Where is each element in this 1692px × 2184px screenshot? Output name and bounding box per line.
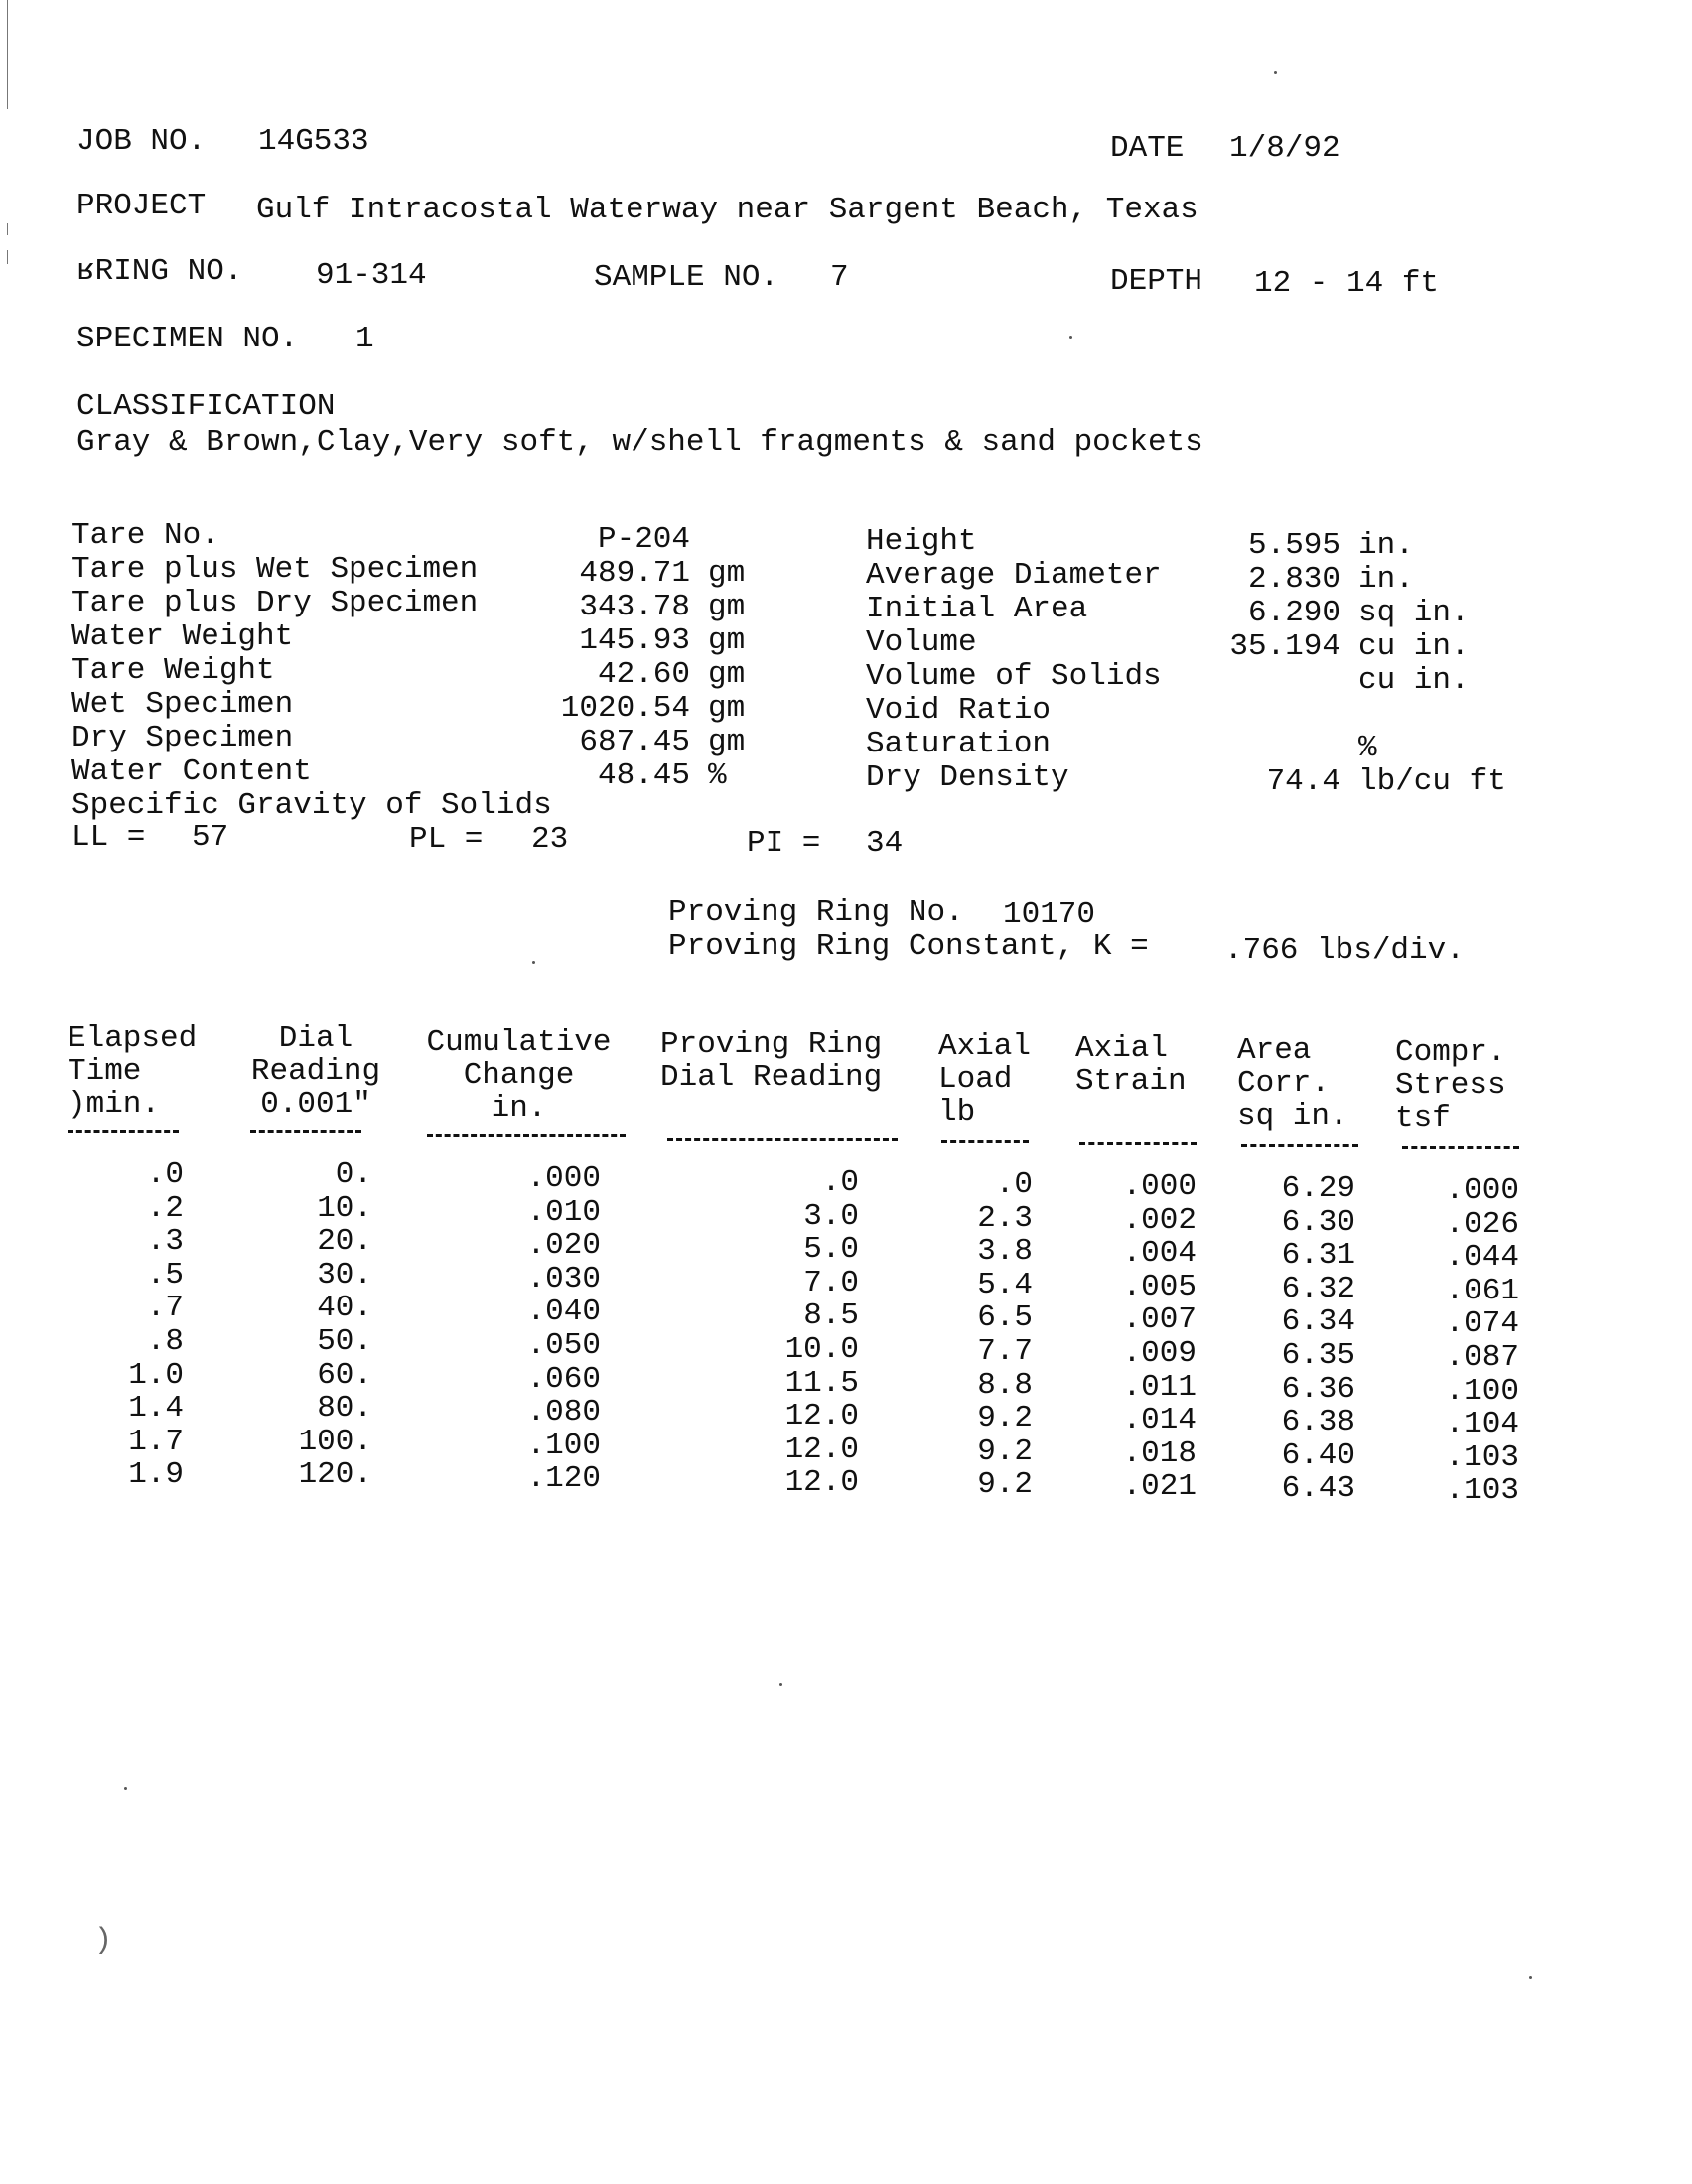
table-cell: .0 — [821, 1165, 859, 1200]
column-header: Area Corr. sq in. — [1237, 1033, 1348, 1134]
table-cell: .000 — [526, 1161, 601, 1196]
column-header: Axial Load lb — [938, 1029, 1032, 1130]
property-label: Dry Specimen — [71, 721, 294, 755]
table-cell: 7.0 — [803, 1265, 859, 1300]
property-label: Average Diameter — [866, 558, 1162, 593]
table-cell: 3.8 — [977, 1234, 1033, 1270]
job-label: JOB NO. — [76, 124, 207, 159]
scan-speck — [1069, 336, 1072, 339]
table-cell: 20. — [317, 1224, 372, 1260]
table-cell: .002 — [1122, 1202, 1197, 1238]
property-label: Water Content — [71, 754, 312, 789]
property-value: 1020.54 — [560, 691, 690, 726]
table-cell: .000 — [1122, 1169, 1197, 1204]
table-cell: 6.34 — [1281, 1304, 1355, 1340]
table-cell: .007 — [1122, 1302, 1197, 1338]
scan-mark: ) — [94, 1924, 113, 1958]
property-unit: gm — [708, 657, 746, 692]
property-value: 42.60 — [597, 657, 690, 692]
scan-speck — [1529, 1976, 1532, 1979]
table-cell: .061 — [1445, 1273, 1519, 1308]
table-cell: .103 — [1445, 1439, 1519, 1475]
proving-ring-number-label: Proving Ring No. — [668, 895, 964, 930]
date-value: 1/8/92 — [1229, 131, 1340, 166]
margin-mark — [7, 223, 8, 235]
property-value: 35.194 — [1229, 629, 1340, 664]
table-cell: 40. — [317, 1291, 372, 1326]
ll-label: LL = — [71, 820, 146, 855]
property-value: 6.290 — [1247, 596, 1340, 630]
property-value: 48.45 — [597, 758, 690, 793]
property-unit: cu in. — [1358, 663, 1470, 698]
table-cell: 9.2 — [977, 1433, 1033, 1469]
property-label: Tare No. — [71, 518, 219, 553]
table-cell: .020 — [526, 1228, 601, 1264]
column-header: Proving Ring Dial Reading — [660, 1027, 883, 1095]
table-cell: 6.5 — [977, 1300, 1033, 1336]
table-cell: 6.32 — [1281, 1271, 1355, 1306]
table-cell: .044 — [1445, 1240, 1519, 1276]
table-cell: .103 — [1445, 1473, 1519, 1509]
table-cell: .0 — [146, 1158, 184, 1192]
table-cell: .009 — [1122, 1336, 1197, 1371]
margin-line — [7, 0, 8, 109]
table-cell: .087 — [1445, 1340, 1519, 1375]
header-rule — [250, 1130, 361, 1133]
property-label: Tare plus Dry Specimen — [71, 586, 479, 620]
table-cell: 10. — [317, 1190, 372, 1226]
date-label: DATE — [1110, 131, 1185, 166]
table-cell: 5.4 — [977, 1267, 1033, 1302]
table-cell: .014 — [1122, 1403, 1197, 1438]
table-cell: 6.40 — [1281, 1437, 1355, 1473]
property-unit: lb/cu ft — [1358, 764, 1506, 799]
column-header: Dial Reading 0.001" — [250, 1022, 381, 1122]
table-cell: 10.0 — [784, 1332, 859, 1367]
header-rule — [1402, 1146, 1519, 1149]
project-value: Gulf Intracostal Waterway near Sargent Beach, Texas — [256, 193, 1198, 227]
table-cell: .000 — [1445, 1173, 1519, 1208]
table-cell: 0. — [335, 1158, 372, 1192]
table-cell: 6.35 — [1281, 1338, 1355, 1373]
table-cell: 6.30 — [1281, 1204, 1355, 1240]
table-cell: 1.9 — [128, 1457, 184, 1493]
pi-label: PI = — [747, 826, 821, 861]
property-label: Dry Density — [866, 760, 1069, 795]
project-label: PROJECT — [76, 189, 207, 223]
table-cell: .010 — [526, 1194, 601, 1230]
column-header: Compr. Stress tsf — [1395, 1035, 1506, 1136]
table-cell: .104 — [1445, 1407, 1519, 1442]
property-unit: cu in. — [1358, 629, 1470, 664]
proving-ring-constant-value: .766 lbs/div. — [1224, 933, 1465, 968]
table-cell: 8.5 — [803, 1298, 859, 1334]
table-cell: .5 — [146, 1257, 184, 1293]
property-value: 687.45 — [579, 725, 690, 759]
property-unit: in. — [1358, 528, 1414, 563]
property-value: 343.78 — [579, 590, 690, 624]
scan-speck — [779, 1683, 782, 1686]
table-cell: 100. — [298, 1424, 372, 1459]
property-unit: % — [708, 758, 727, 793]
property-label: Specific Gravity of Solids — [71, 788, 552, 823]
table-cell: 11.5 — [784, 1365, 859, 1401]
property-unit: gm — [708, 691, 746, 726]
header-rule — [1079, 1142, 1197, 1145]
table-cell: 6.29 — [1281, 1171, 1355, 1206]
table-cell: .8 — [146, 1324, 184, 1359]
table-cell: .0 — [995, 1167, 1033, 1202]
column-header: Axial Strain — [1075, 1031, 1187, 1099]
table-cell: .3 — [146, 1224, 184, 1260]
property-label: Volume of Solids — [866, 659, 1162, 694]
table-cell: .021 — [1122, 1469, 1197, 1505]
table-cell: 6.36 — [1281, 1371, 1355, 1407]
property-label: Wet Specimen — [71, 687, 294, 722]
table-cell: 6.38 — [1281, 1405, 1355, 1440]
table-cell: .2 — [146, 1190, 184, 1226]
table-cell: 60. — [317, 1357, 372, 1393]
property-label: Tare Weight — [71, 653, 275, 688]
table-cell: .080 — [526, 1395, 601, 1431]
scan-speck — [124, 1787, 127, 1790]
table-cell: .074 — [1445, 1306, 1519, 1342]
table-cell: 120. — [298, 1457, 372, 1493]
table-cell: .100 — [526, 1428, 601, 1463]
table-cell: .011 — [1122, 1369, 1197, 1405]
job-value: 14G533 — [258, 124, 369, 159]
table-cell: .018 — [1122, 1435, 1197, 1471]
property-value: 2.830 — [1247, 562, 1340, 597]
ll-value: 57 — [192, 820, 229, 855]
property-unit: % — [1358, 731, 1377, 765]
property-unit: gm — [708, 556, 746, 591]
property-unit: sq in. — [1358, 596, 1470, 630]
table-cell: .100 — [1445, 1373, 1519, 1409]
table-cell: 1.0 — [128, 1357, 184, 1393]
proving-ring-constant-label: Proving Ring Constant, K = — [668, 929, 1149, 964]
column-header: Elapsed Time )min. — [68, 1022, 198, 1122]
classification-label: CLASSIFICATION — [76, 389, 336, 424]
column-header: Cumulative Change in. — [426, 1025, 612, 1126]
table-cell: 6.43 — [1281, 1471, 1355, 1507]
property-label: Saturation — [866, 727, 1052, 761]
margin-mark — [7, 250, 8, 264]
boring-value: 91-314 — [316, 258, 427, 293]
table-cell: .026 — [1445, 1206, 1519, 1242]
pl-label: PL = — [409, 822, 484, 857]
property-label: Tare plus Wet Specimen — [71, 552, 479, 587]
table-cell: 1.4 — [128, 1391, 184, 1427]
property-label: Initial Area — [866, 592, 1088, 626]
property-value: 74.4 — [1266, 764, 1340, 799]
table-cell: 50. — [317, 1324, 372, 1359]
property-label: Height — [866, 524, 977, 559]
header-rule — [941, 1140, 1029, 1143]
table-cell: 9.2 — [977, 1401, 1033, 1436]
depth-value: 12 - 14 ft — [1254, 266, 1440, 301]
table-cell: .005 — [1122, 1269, 1197, 1304]
sample-label: SAMPLE NO. — [594, 260, 779, 295]
specimen-label: SPECIMEN NO. — [76, 322, 299, 356]
proving-ring-number-value: 10170 — [1003, 897, 1096, 932]
table-cell: .060 — [526, 1361, 601, 1397]
property-label: Water Weight — [71, 619, 294, 654]
table-cell: .004 — [1122, 1236, 1197, 1272]
table-cell: 7.7 — [977, 1334, 1033, 1369]
table-cell: .120 — [526, 1461, 601, 1497]
table-cell: .7 — [146, 1291, 184, 1326]
property-value: 145.93 — [579, 623, 690, 658]
property-value: P-204 — [597, 522, 690, 557]
table-cell: 5.0 — [803, 1232, 859, 1268]
classification-value: Gray & Brown,Clay,Very soft, w/shell fragments & sand pockets — [76, 425, 1203, 460]
table-cell: 12.0 — [784, 1465, 859, 1501]
property-unit: gm — [708, 725, 746, 759]
scan-speck — [532, 961, 535, 964]
table-cell: 1.7 — [128, 1424, 184, 1459]
table-cell: .030 — [526, 1261, 601, 1297]
property-unit: gm — [708, 623, 746, 658]
table-cell: .050 — [526, 1328, 601, 1363]
header-rule — [667, 1138, 898, 1141]
boring-label: ʁRING NO. — [76, 254, 243, 289]
table-cell: 80. — [317, 1391, 372, 1427]
table-cell: 6.31 — [1281, 1238, 1355, 1274]
table-cell: 30. — [317, 1257, 372, 1293]
property-value: 489.71 — [579, 556, 690, 591]
header-rule — [427, 1134, 626, 1137]
table-cell: 12.0 — [784, 1432, 859, 1467]
table-cell: 8.8 — [977, 1367, 1033, 1403]
property-unit: in. — [1358, 562, 1414, 597]
table-cell: .040 — [526, 1295, 601, 1330]
property-label: Void Ratio — [866, 693, 1052, 728]
pl-value: 23 — [531, 822, 569, 857]
pi-value: 34 — [866, 826, 904, 861]
property-unit: gm — [708, 590, 746, 624]
property-value: 5.595 — [1247, 528, 1340, 563]
property-label: Volume — [866, 625, 977, 660]
header-rule — [68, 1130, 179, 1133]
table-cell: 9.2 — [977, 1467, 1033, 1503]
specimen-value: 1 — [355, 322, 374, 356]
sample-value: 7 — [830, 260, 849, 295]
scan-speck — [1274, 71, 1277, 74]
table-cell: 12.0 — [784, 1399, 859, 1434]
table-cell: 3.0 — [803, 1198, 859, 1234]
table-cell: 2.3 — [977, 1200, 1033, 1236]
depth-label: DEPTH — [1110, 264, 1203, 299]
header-rule — [1241, 1144, 1358, 1147]
